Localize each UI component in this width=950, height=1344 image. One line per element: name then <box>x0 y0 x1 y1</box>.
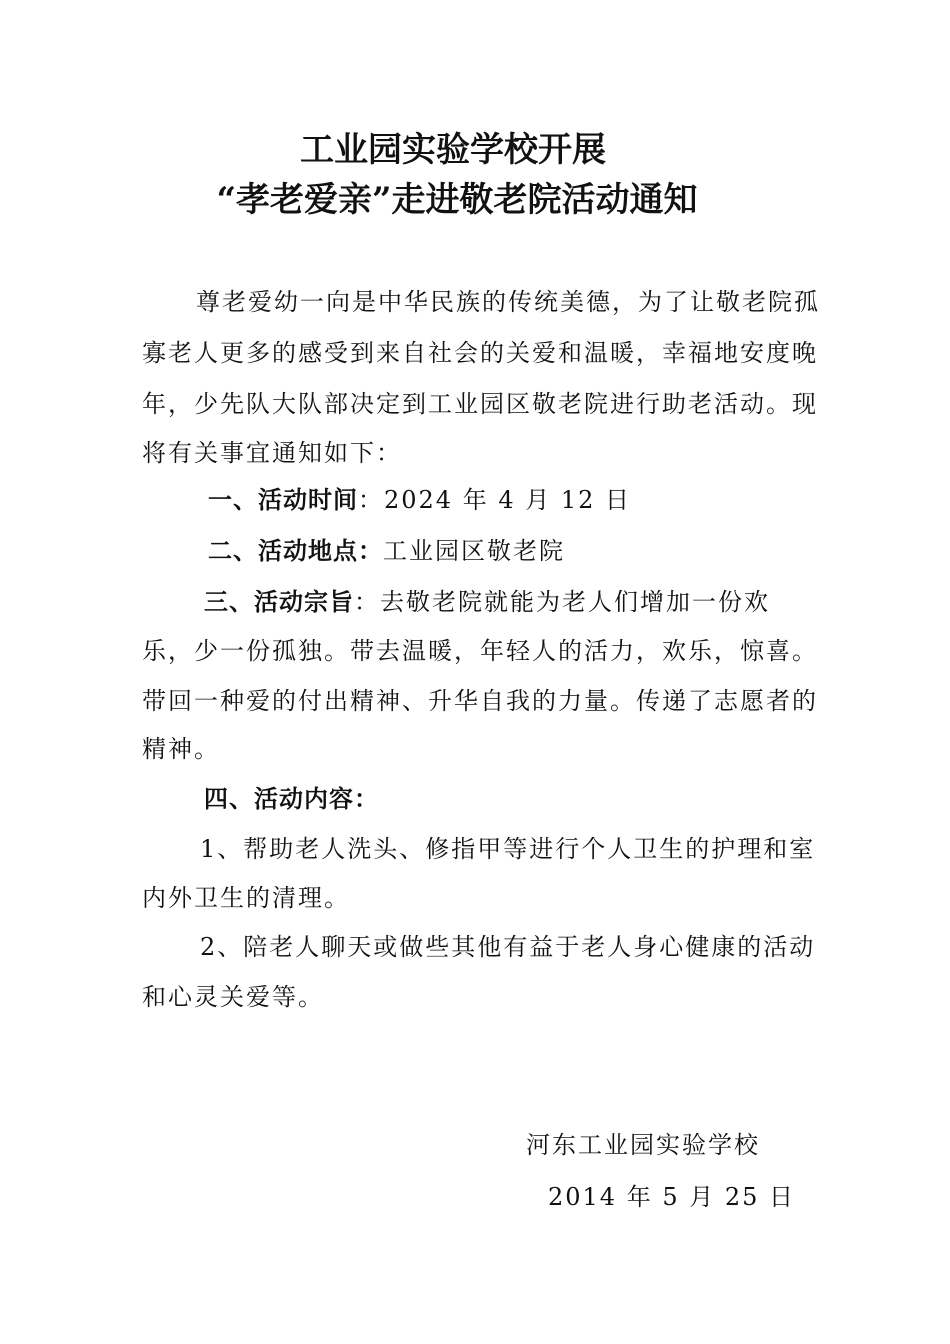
section-place <box>208 534 878 568</box>
section-time-label: 一、活动时间 <box>208 486 358 514</box>
section-purpose-line-4: 精神。 <box>142 735 220 763</box>
section-place-value: 工业园区敬老院 <box>383 537 565 565</box>
intro-line-1: 尊老爱幼一向是中华民族的传统美德，为了让敬老院孤 <box>196 288 820 316</box>
section-place-label: 二、活动地点： <box>208 537 383 565</box>
section-purpose-line-3: 带回一种爱的付出精神、升华自我的力量。传递了志愿者的 <box>142 687 818 715</box>
intro-line-4: 将有关事宜通知如下： <box>142 439 402 467</box>
section-purpose-line-1: ：去敬老院就能为老人们增加一份欢 <box>354 588 770 616</box>
section-purpose-line-2: 乐，少一份孤独。带去温暖，年轻人的活力，欢乐，惊喜。 <box>142 637 818 665</box>
section-content-label: 四、活动内容： <box>204 785 379 813</box>
intro-line-3: 年，少先队大队部决定到工业园区敬老院进行助老活动。现 <box>142 390 818 418</box>
content-item-1-line-2: 内外卫生的清理。 <box>142 884 350 912</box>
section-purpose <box>204 585 874 619</box>
content-item-2-line-2: 和心灵关爱等。 <box>142 983 324 1011</box>
intro-line-2: 寡老人更多的感受到来自社会的关爱和温暖，幸福地安度晚 <box>142 339 818 367</box>
document-title-line1: 工业园实验学校开展 <box>300 130 606 170</box>
section-content <box>204 782 874 816</box>
section-time <box>208 483 878 517</box>
section-time-value: ：2024 年 4 月 12 日 <box>358 486 632 514</box>
content-item-2-line-1: 2、陪老人聊天或做些其他有益于老人身心健康的活动 <box>200 933 816 961</box>
document-title-line2: “孝老爱亲”走进敬老院活动通知 <box>216 180 698 220</box>
section-purpose-label: 三、活动宗旨 <box>204 588 354 616</box>
signature-date: 2014 年 5 月 25 日 <box>548 1183 796 1211</box>
content-item-1-line-1: 1、帮助老人洗头、修指甲等进行个人卫生的护理和室 <box>200 835 816 863</box>
signature-organization: 河东工业园实验学校 <box>526 1131 760 1159</box>
